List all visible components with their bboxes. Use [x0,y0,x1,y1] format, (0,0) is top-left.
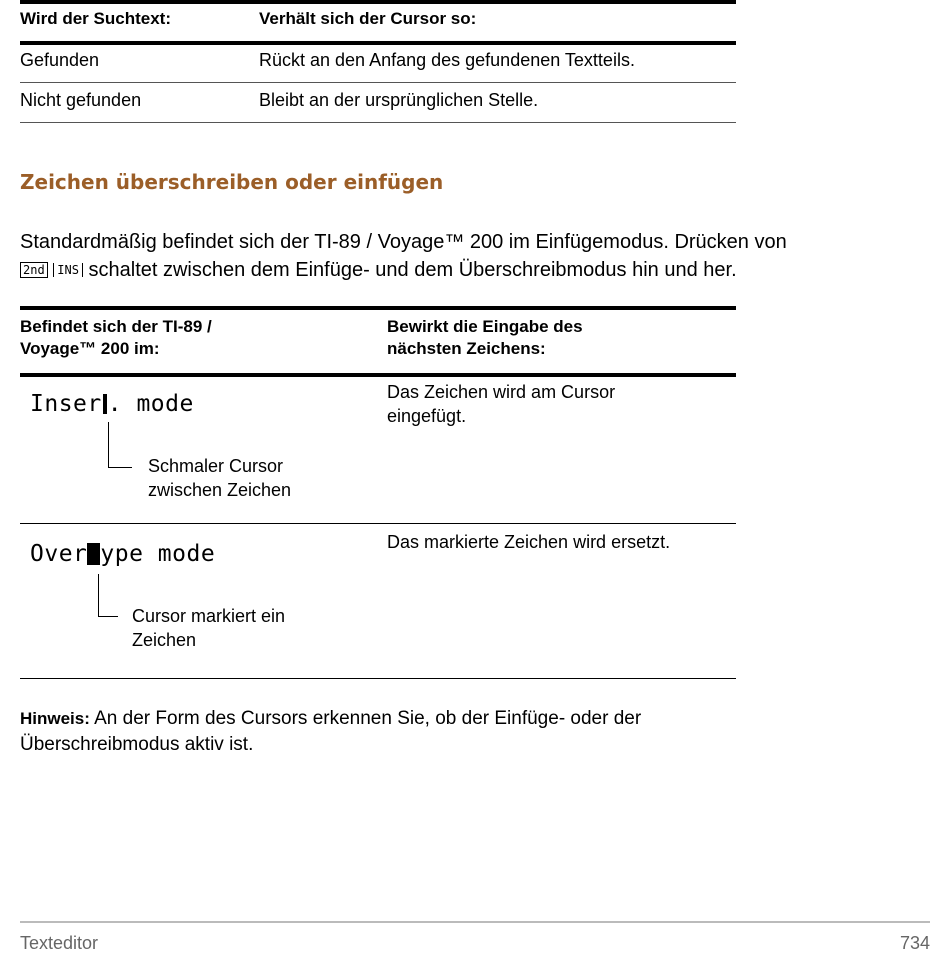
mode-table-header-right [387,316,583,360]
intro-line-2 [20,256,940,284]
key-ins: INS [53,263,83,277]
insert-mode-screen [30,391,194,417]
page-number: 734 [899,933,930,953]
callout-line-text: Cursor markiert ein [132,606,286,626]
table-bottom-rule [20,122,736,123]
table-row-divider [20,82,736,83]
callout-line-horizontal [108,467,132,468]
screen-text: ype mode [100,541,216,567]
intro-paragraph [20,228,940,284]
mode-table-top-rule [20,306,736,310]
screen-text: Over [30,541,88,567]
callout-line-horizontal [98,616,118,617]
callout-line-text: Schmaler Cursor [148,456,284,476]
callout-line-text: Zeichen [132,630,197,650]
header-line: Voyage™ 200 im: [20,339,160,358]
note-label: Hinweis: [20,709,90,728]
key-2nd: 2nd [20,262,48,278]
footer-section: Texteditor [20,933,99,953]
note [20,706,641,758]
table-cell: Gefunden [20,50,100,70]
footer-rule [20,921,930,923]
header-line: Bewirkt die Eingabe des [387,317,583,336]
table-header-rule [20,41,736,45]
mode-table-header-rule [20,373,736,377]
screen-text: Inser [30,391,102,417]
table-top-rule [20,0,736,4]
callout-line-vertical [98,574,99,617]
effect-line: eingefügt. [387,406,467,426]
callout-line-vertical [108,422,109,468]
block-cursor-icon [87,543,100,565]
search-table-header-2: Verhält sich der Cursor so: [259,9,477,28]
thin-cursor-icon [103,394,107,414]
note-line-2: Überschreibmodus aktiv ist. [20,734,254,755]
insert-effect [387,380,615,428]
section-heading: Zeichen überschreiben oder einfügen [20,170,444,194]
note-text: An der Form des Cursors erkennen Sie, ob der Einfüge- oder der [89,708,642,729]
callout-line-text: zwischen Zeichen [148,480,292,500]
mode-table-bottom-rule [20,678,736,679]
overtype-callout [132,604,285,652]
table-cell: Rückt an den Anfang des gefundenen Textteils. [259,50,635,70]
intro-line-2-text: schaltet zwischen dem Einfüge- und dem Überschreibmodus hin und her. [88,259,737,281]
mode-table-header-left [20,316,212,360]
insert-callout [148,454,291,502]
header-line: nächsten Zeichens: [387,339,546,358]
mode-table-row-divider [20,523,736,524]
intro-line-1: Standardmäßig befindet sich der TI-89 / Voyage™ 200 im Einfügemodus. Drücken von [20,231,787,253]
effect-line: Das Zeichen wird am Cursor [387,382,616,402]
table-cell: Nicht gefunden [20,90,142,110]
search-table-header-1: Wird der Suchtext: [20,9,171,28]
table-cell: Bleibt an der ursprünglichen Stelle. [259,90,539,110]
overtype-mode-screen [30,541,215,567]
header-line: Befindet sich der TI-89 / [20,317,212,336]
overtype-effect: Das markierte Zeichen wird ersetzt. [387,532,671,552]
screen-text: . mode [107,391,194,417]
note-line-1 [20,706,641,732]
